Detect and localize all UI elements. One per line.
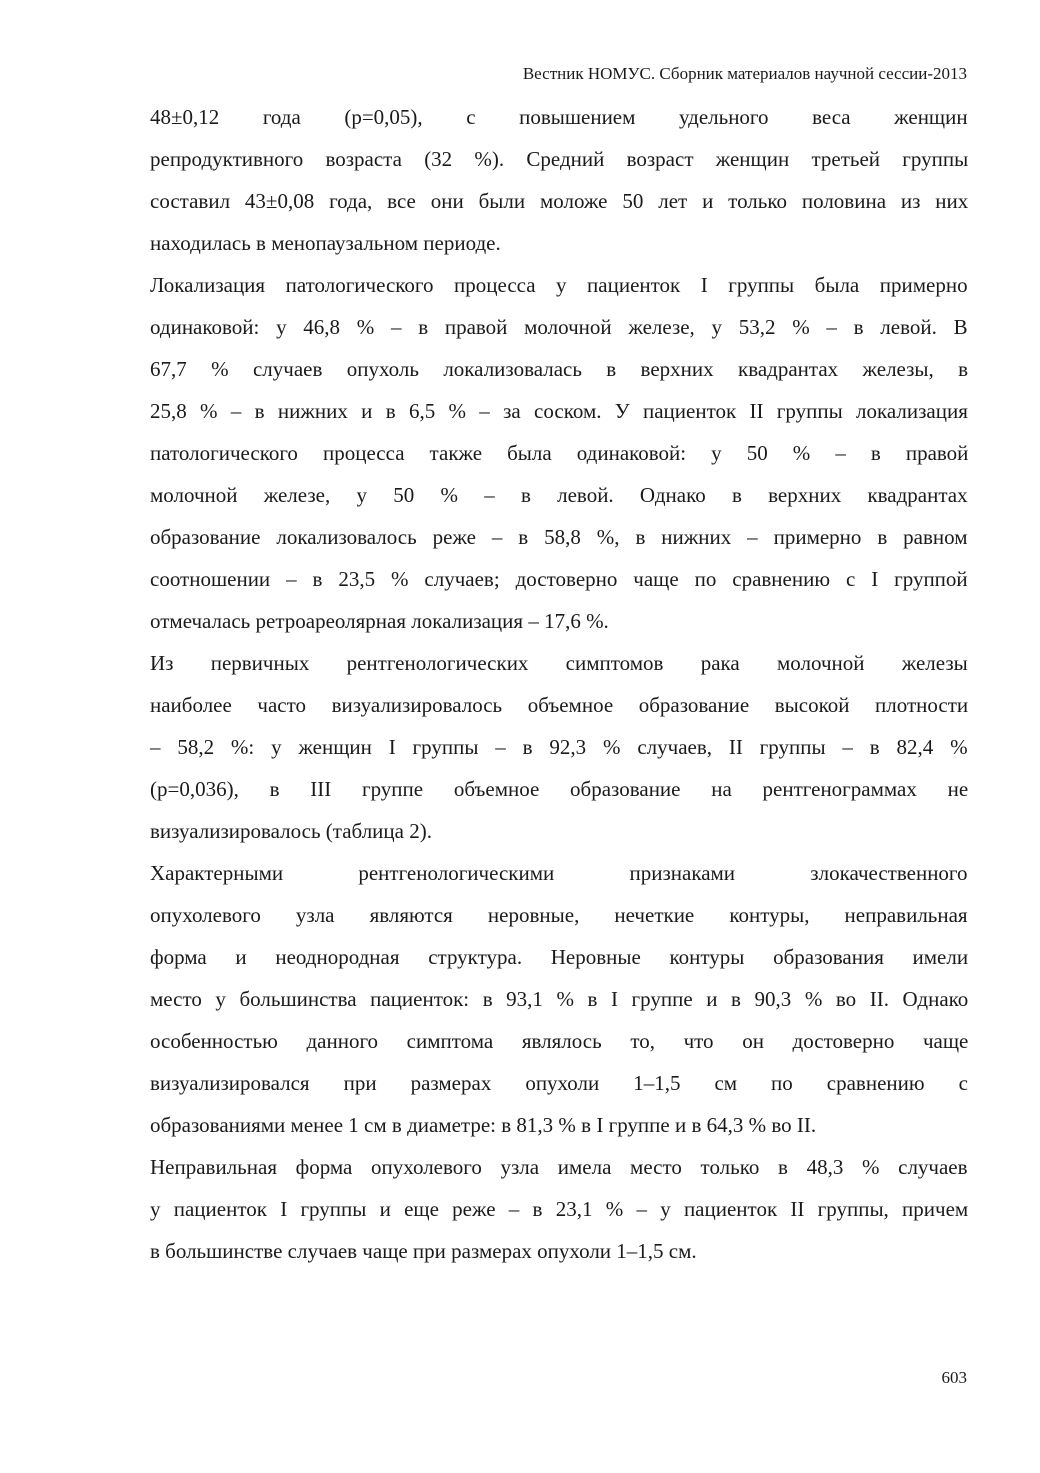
- text-line: особенностью данного симптома являлось то, что он достоверно чаще: [150, 1029, 969, 1053]
- article-body: [150, 96, 968, 1272]
- text-line: 67,7 % случаев опухоль локализовалась в верхних квадрантах железы, в: [150, 357, 969, 381]
- text-line: форма и неоднородная структура. Неровные контуры образования имели: [150, 945, 969, 969]
- text-line: составил 43±0,08 года, все они были моложе 50 лет и только половина из них: [150, 189, 969, 213]
- text-line: образование локализовалось реже – в 58,8 %, в нижних – примерно в равном: [150, 525, 968, 549]
- page-number: 603: [941, 1368, 967, 1387]
- text-line: Локализация патологического процесса у пациенток I группы была примерно: [150, 273, 968, 297]
- text-line: патологического процесса также была одинаковой: у 50 % – в правой: [150, 441, 969, 465]
- text-line: образованиями менее 1 см в диаметре: в 81,3 % в I группе и в 64,3 % во II.: [150, 1113, 817, 1137]
- text-line: в большинстве случаев чаще при размерах опухоли 1–1,5 см.: [150, 1239, 697, 1263]
- paragraph-primary-symptoms: [150, 642, 968, 852]
- text-line: визуализировался при размерах опухоли 1–1,5 см по сравнению с: [150, 1071, 968, 1095]
- text-line: находилась в менопаузальном периоде.: [150, 231, 501, 255]
- text-line: у пациенток I группы и еще реже – в 23,1 % – у пациенток II группы, причем: [150, 1197, 969, 1221]
- text-line: соотношении – в 23,5 % случаев; достоверно чаще по сравнению с I группой: [150, 567, 968, 591]
- text-line: опухолевого узла являются неровные, нечеткие контуры, неправильная: [150, 903, 968, 927]
- text-line: 48±0,12 года (р=0,05), с повышением удельного веса женщин: [150, 105, 968, 129]
- text-line: место у большинства пациенток: в 93,1 % в I группе и в 90,3 % во II. Однако: [150, 987, 969, 1011]
- paragraph-characteristic-signs: [150, 852, 968, 1146]
- text-line: одинаковой: у 46,8 % – в правой молочной железе, у 53,2 % – в левой. В: [150, 315, 968, 339]
- text-line: визуализировалось (таблица 2).: [150, 819, 432, 843]
- text-line: 25,8 % – в нижних и в 6,5 % – за соском. У пациенток II группы локализация: [150, 399, 968, 423]
- text-line: наиболее часто визуализировалось объемное образование высокой плотности: [150, 693, 969, 717]
- running-header: Вестник НОМУС. Сборник материалов научной сессии-2013: [522, 64, 967, 83]
- text-line: репродуктивного возраста (32 %). Средний возраст женщин третьей группы: [150, 147, 969, 171]
- text-line: (р=0,036), в III группе объемное образование на рентгенограммах не: [150, 777, 969, 801]
- text-line: Характерными рентгенологическими признаками злокачественного: [150, 861, 968, 885]
- paragraph-irregular-shape: [150, 1146, 968, 1272]
- text-line: Неправильная форма опухолевого узла имела место только в 48,3 % случаев: [150, 1155, 968, 1179]
- text-line: отмечалась ретроареолярная локализация – 17,6 %.: [150, 609, 609, 633]
- paragraph-age-distribution: [150, 96, 968, 264]
- paragraph-localization: [150, 264, 968, 642]
- text-line: Из первичных рентгенологических симптомов рака молочной железы: [150, 651, 968, 675]
- text-line: молочной железе, у 50 % – в левой. Однако в верхних квадрантах: [150, 483, 968, 507]
- text-line: – 58,2 %: у женщин I группы – в 92,3 % случаев, II группы – в 82,4 %: [150, 735, 968, 759]
